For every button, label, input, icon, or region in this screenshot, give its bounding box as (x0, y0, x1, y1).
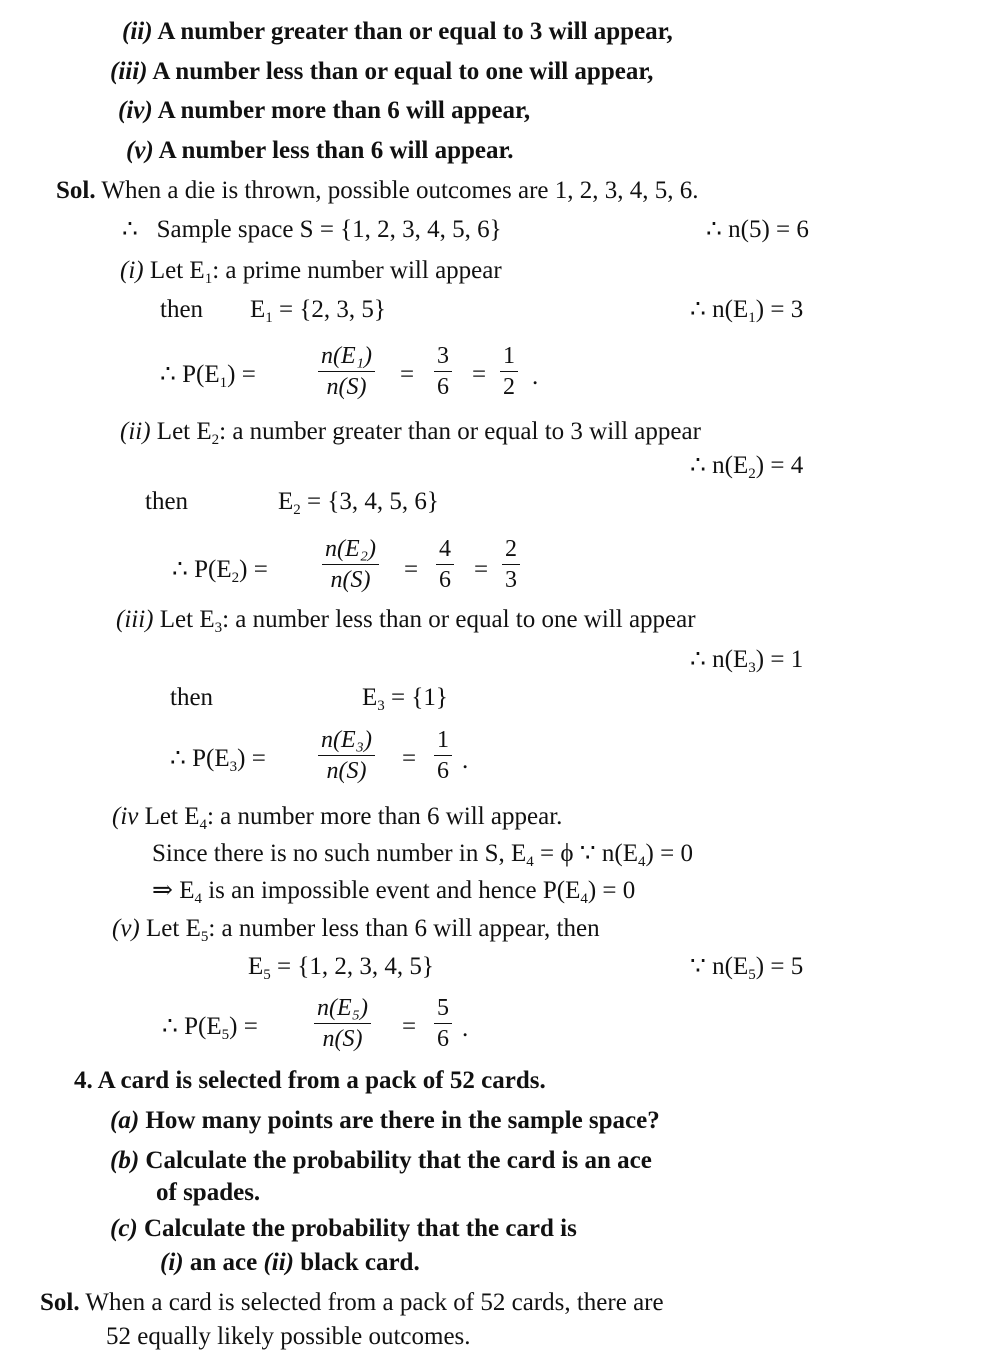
part-iv-impossible: ⇒ $E_4$ is an impossible event and hence $P(E_4) = 0$ (152, 877, 636, 907)
solution-4-line1: Sol. When a card is selected from a pack of 52 cards, there are (40, 1289, 664, 1316)
part-v-probability: ∴ $P(E_5)$ = (162, 1013, 258, 1043)
fraction-1-2: $\frac{1}{2}$ (500, 342, 518, 401)
part-iii-definition: (iii) Let $E_3$: a number less than or equal to one will appear (116, 606, 696, 636)
fraction-4-6: $\frac{4}{6}$ (436, 535, 454, 594)
sample-space: Sample space S = {1, 2, 3, 4, 5, 6} (156, 216, 502, 243)
part-iv-empty-set: Since there is no such number in S, $E_4 = \phi$ ∵ $n(E_4) = 0$ (152, 840, 693, 870)
part-text: A number less than or equal to one will appear, (152, 58, 654, 85)
question-4c-parts: (i) an ace (ii) black card. (160, 1249, 420, 1276)
question-part-v (126, 136, 514, 166)
question-part-ii (122, 17, 673, 47)
question-4c: (c) Calculate the probability that the card is (110, 1215, 577, 1242)
fraction-nE5-nS: $\frac{\text{n(E₅)}}{n(S)}$ (314, 994, 371, 1053)
sol-label: Sol. (56, 177, 96, 204)
therefore-symbol: ∴ (122, 216, 138, 243)
part-iv-definition: (iv Let $E_4$: a number more than 6 will appear. (112, 803, 563, 833)
part-i-set: $E_1 = \{2$, 3, 5} (250, 296, 386, 326)
part-label: (iii) (110, 58, 148, 85)
question-part-iv (118, 96, 530, 126)
question-part-iii (110, 57, 653, 87)
part-i-definition: (i) Let $E_1$: a prime number will appear (120, 257, 502, 287)
part-iii-count: ∴ $n(E_3) = 1$ (690, 646, 804, 676)
fraction-1-6: $\frac{1}{6}$ (434, 726, 452, 785)
part-iii-set: $E_3 = \{1\}$ (362, 684, 448, 714)
fraction-nE1-nS: $\frac{\text{n(E₁)}}{n(S)}$ (318, 342, 375, 401)
fraction-3-6: $\frac{3}{6}$ (434, 342, 452, 401)
n-sample-space: ∴ n(5) = 6 (706, 216, 809, 243)
part-text: A number less than 6 will appear. (158, 137, 514, 164)
part-text: A number greater than or equal to 3 will appear, (157, 18, 673, 45)
part-v-count: ∵ $n(E_5) = 5$ (690, 953, 804, 983)
part-ii-then: then (145, 488, 189, 515)
part-i-then: then (160, 296, 204, 323)
fraction-nE2-nS: $\frac{\text{n(E₂)}}{n(S)}$ (322, 535, 379, 594)
part-text: A number more than 6 will appear, (157, 97, 531, 124)
part-ii-set: $E_2 = \{3$, 4, 5, 6} (278, 488, 439, 518)
solution-4-line2: 52 equally likely possible outcomes. (106, 1323, 471, 1350)
part-label: (v) (126, 137, 154, 164)
question-4-stem: 4. A card is selected from a pack of 52 cards. (74, 1067, 546, 1094)
solution-intro (56, 176, 699, 206)
part-v-set: $E_5 = \{1$, 2, 3, 4, 5} (248, 953, 434, 983)
fraction-2-3: $\frac{2}{3}$ (502, 535, 520, 594)
part-ii-definition: (ii) Let $E_2$: a number greater than or equal to 3 will appear (120, 418, 701, 448)
sample-space-line (122, 215, 502, 245)
part-label: (iv) (118, 97, 153, 124)
part-ii-probability: ∴ $P(E_2)$ = (172, 556, 268, 586)
question-4a: (a) How many points are there in the sample space? (110, 1107, 660, 1134)
part-ii-count: ∴ $n(E_2) = 4$ (690, 452, 804, 482)
sol-intro-text: When a die is thrown, possible outcomes are 1, 2, 3, 4, 5, 6. (101, 177, 699, 204)
part-i-count: ∴ $n(E_1) = 3$ (690, 296, 804, 326)
part-iii-then: then (170, 684, 214, 711)
fraction-5-6: $\frac{5}{6}$ (434, 994, 452, 1053)
question-4b-cont: of spades. (156, 1179, 261, 1206)
part-v-definition: (v) Let $E_5$: a number less than 6 will appear, then (112, 915, 600, 945)
part-i-probability: ∴ $P(E_1)$ = (160, 361, 256, 391)
part-iii-probability: ∴ $P(E_3)$ = (170, 745, 266, 775)
part-label: (ii) (122, 18, 153, 45)
fraction-nE3-nS: $\frac{\text{n(E₃)}}{n(S)}$ (318, 726, 375, 785)
question-4b: (b) Calculate the probability that the card is an ace (110, 1147, 652, 1174)
